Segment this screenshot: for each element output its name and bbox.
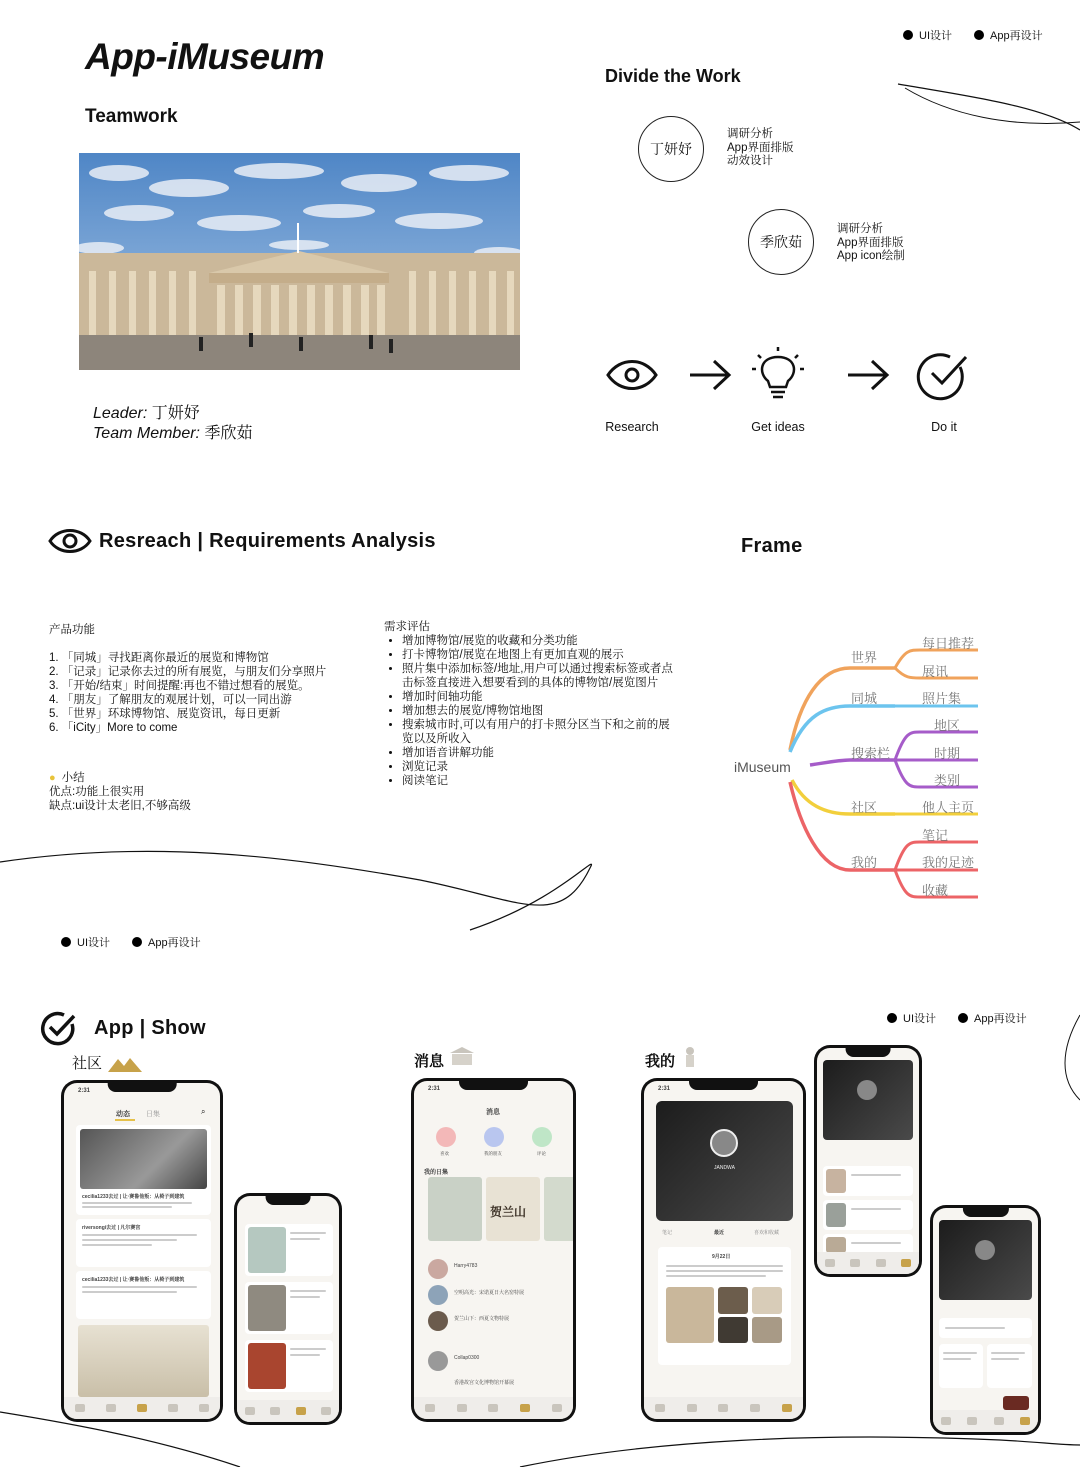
legend-item-app — [974, 27, 1043, 43]
mindmap-leaf: 我的足迹 — [922, 855, 975, 870]
eye-icon — [608, 362, 656, 389]
tab-icon[interactable] — [245, 1407, 255, 1415]
legend-label: App再设计 — [990, 30, 1043, 42]
step-research-label: Research — [605, 420, 659, 434]
legend-middle — [61, 934, 201, 950]
legend-bottom — [887, 1010, 1027, 1026]
post-user: riversongi去过 | 凡尔赛宫 — [82, 1225, 141, 1231]
avatar[interactable] — [975, 1240, 995, 1260]
tab-icon[interactable] — [782, 1404, 792, 1412]
duty-item: 调研分析 — [837, 223, 883, 235]
summary-con: 缺点:ui设计太老旧,不够高级 — [49, 800, 191, 812]
duty-item: App界面排版 — [727, 141, 794, 154]
duty-item: App icon绘制 — [837, 250, 905, 262]
profile-cover — [823, 1060, 913, 1140]
mindmap-leaf: 时期 — [934, 746, 961, 761]
need-item: • 增加时间轴功能 — [402, 690, 674, 704]
mindmap-root: iMuseum — [734, 759, 791, 775]
mindmap-leaf: 地区 — [934, 718, 961, 733]
tab-icon[interactable] — [296, 1407, 306, 1415]
profile-cover — [656, 1101, 793, 1221]
product-features — [49, 623, 359, 813]
phone-mine — [641, 1078, 806, 1422]
avatar[interactable] — [857, 1080, 877, 1100]
tab-icon[interactable] — [750, 1404, 760, 1412]
app-show-heading: App | Show — [94, 1017, 206, 1039]
mindmap-branch: 同城 — [851, 691, 878, 706]
comments-label: 评论 — [537, 1151, 546, 1156]
summary-title: 小结 — [61, 772, 85, 784]
messages-header: 消息 — [486, 1109, 500, 1116]
bottom-tabbar — [237, 1400, 339, 1422]
note-photo[interactable] — [718, 1317, 748, 1343]
summary-title-row — [49, 771, 359, 785]
avatar[interactable] — [428, 1259, 448, 1279]
tab-icon[interactable] — [457, 1404, 467, 1412]
avatar[interactable] — [428, 1285, 448, 1305]
process-icons — [600, 345, 970, 405]
phone-mine-footprint — [814, 1045, 922, 1277]
frame-heading: Frame — [741, 535, 803, 557]
feature-item: 4. 「朋友」了解朋友的观展计划，可以一同出游 — [49, 694, 292, 706]
profile-date: 9月22日 — [712, 1254, 731, 1260]
need-item: • 浏览记录 — [402, 760, 674, 774]
footprint-photo[interactable] — [826, 1169, 846, 1193]
likes-label: 喜欢 — [440, 1151, 449, 1156]
search-icon[interactable]: ⌕ — [201, 1107, 206, 1116]
likes-icon[interactable] — [436, 1127, 456, 1147]
phone-mine-notes — [930, 1205, 1041, 1435]
tab-icon[interactable] — [1020, 1417, 1030, 1425]
message-user: 香港故宫文化博物馆开幕展 — [454, 1380, 515, 1386]
legend-label: UI设计 — [77, 937, 110, 949]
summary-pro: 优点:功能上很实用 — [49, 786, 145, 798]
mindmap-leaf: 收藏 — [922, 883, 949, 898]
mindmap-branch: 社区 — [851, 800, 878, 815]
legend-item-ui — [61, 934, 110, 950]
collect-calligraphy: 贺兰山 — [490, 1205, 527, 1219]
bottom-tabbar — [933, 1410, 1038, 1432]
duties-ji — [837, 223, 905, 264]
message-user: 贺兰山下：西夏文物特展 — [454, 1316, 510, 1322]
need-item: • 增加语音讲解功能 — [402, 746, 674, 760]
tab-icon[interactable] — [718, 1404, 728, 1412]
need-item: • 打卡博物馆/展览在地图上有更加直观的展示 — [402, 648, 674, 662]
check-circle-icon — [918, 355, 966, 399]
leader-name: 丁妍妤 — [151, 405, 200, 422]
team-credits — [93, 404, 252, 444]
duty-item: 动效设计 — [727, 155, 773, 167]
avatar[interactable] — [428, 1351, 448, 1371]
page-title: App-iMuseum — [85, 36, 325, 77]
need-item: • 阅读笔记 — [402, 774, 674, 788]
profile-tab-recent[interactable]: 最近 — [714, 1230, 725, 1236]
profile-tab-favorites[interactable]: 喜欢和收藏 — [754, 1230, 780, 1236]
tab-icon[interactable] — [270, 1407, 280, 1415]
collect-card[interactable] — [428, 1177, 482, 1241]
tab-icon[interactable] — [425, 1404, 435, 1412]
legend-label: App再设计 — [148, 937, 201, 949]
tab-indicator — [115, 1119, 135, 1121]
tab-icon[interactable] — [106, 1404, 116, 1412]
feature-item: 2. 「记录」记录你去过的所有展览，与朋友们分享照片 — [49, 666, 327, 678]
divide-heading: Divide the Work — [605, 66, 741, 86]
eye-icon — [47, 524, 93, 558]
mindmap-branch: 搜索栏 — [851, 746, 891, 761]
comments-icon[interactable] — [532, 1127, 552, 1147]
avatar[interactable] — [428, 1311, 448, 1331]
legend-item-app — [958, 1010, 1027, 1026]
legend-top — [903, 27, 1043, 43]
tab-collect[interactable]: 日集 — [146, 1111, 160, 1118]
tab-icon[interactable] — [520, 1404, 530, 1412]
profile-tab-notes[interactable]: 笔记 — [662, 1230, 673, 1236]
member-label: Team Member: — [93, 425, 200, 442]
needs-assessment — [384, 620, 674, 788]
person-circle-ji: 季欣茹 — [748, 209, 814, 275]
collect-photo[interactable] — [248, 1343, 286, 1389]
note-photo[interactable] — [752, 1287, 782, 1314]
tab-icon[interactable] — [967, 1417, 977, 1425]
museum-building-icon — [450, 1047, 474, 1067]
research-heading: Resreach | Requirements Analysis — [99, 530, 436, 552]
avatar[interactable] — [710, 1129, 738, 1157]
profile-name: JANDWA — [714, 1165, 735, 1171]
message-user: Harry4783 — [454, 1263, 478, 1269]
branch-line-mine — [790, 782, 895, 870]
tab-icon[interactable] — [168, 1404, 178, 1412]
tab-icon[interactable] — [901, 1259, 911, 1267]
bullet-dot-icon — [61, 937, 71, 947]
step-ideas-label: Get ideas — [751, 420, 805, 434]
profile-cover — [939, 1220, 1032, 1300]
post-user: cecilia1233去过 | 让·赛鲁他叛：从椅子到建筑 — [82, 1277, 185, 1283]
tab-dynamic[interactable]: 动态 — [116, 1111, 130, 1118]
member-line — [93, 424, 252, 444]
feature-item: 5. 「世界」环球博物馆、展览资讯，每日更新 — [49, 708, 281, 720]
bottom-tabbar — [817, 1252, 919, 1274]
bottom-tabbar — [414, 1397, 573, 1419]
note-photo[interactable] — [752, 1317, 782, 1343]
leader-line — [93, 404, 252, 424]
need-item: • 增加博物馆/展览的收藏和分类功能 — [402, 634, 674, 648]
legend-item-ui — [887, 1010, 936, 1026]
mine-section-title: 我的 — [645, 1053, 676, 1070]
mindmap-branch: 我的 — [851, 855, 878, 870]
tab-icon[interactable] — [199, 1404, 209, 1412]
feature-item: 3. 「开始/结束」时间提醒:再也不错过想看的展览。 — [49, 680, 310, 692]
friends-icon[interactable] — [484, 1127, 504, 1147]
tab-icon[interactable] — [850, 1259, 860, 1267]
branch-line-world — [790, 668, 895, 750]
tab-icon[interactable] — [655, 1404, 665, 1412]
duty-item: App界面排版 — [837, 236, 904, 249]
museum-photo — [79, 153, 520, 370]
arrow-right-icon — [690, 361, 729, 389]
tab-icon[interactable] — [876, 1259, 886, 1267]
legend-label: App再设计 — [974, 1013, 1027, 1025]
duties-ding — [727, 128, 793, 169]
need-item: • 照片集中添加标签/地址,用户可以通过搜索标签或者点击标签直接进入想要看到的具体的博物馆/展览图片 — [402, 662, 674, 690]
teamwork-heading: Teamwork — [85, 106, 178, 127]
legend-label: UI设计 — [919, 30, 952, 42]
member-name: 季欣茹 — [204, 425, 253, 442]
friends-label: 我的朋友 — [484, 1151, 502, 1156]
collect-card[interactable] — [544, 1177, 573, 1241]
needs-list — [402, 634, 674, 788]
message-section-title: 消息 — [414, 1053, 445, 1070]
mindmap-leaf: 展讯 — [922, 664, 949, 679]
need-item: • 增加想去的展览/博物馆地图 — [402, 704, 674, 718]
step-doit-label: Do it — [931, 420, 957, 434]
message-user: Collap0300 — [454, 1355, 480, 1361]
mountain-icon — [108, 1056, 142, 1072]
tab-icon[interactable] — [137, 1404, 147, 1412]
bullet-dot-icon — [887, 1013, 897, 1023]
feature-item: 1. 「同城」寻找距离你最近的展览和博物馆 — [49, 652, 269, 664]
note-photo[interactable] — [1003, 1396, 1029, 1410]
mindmap-leaf: 照片集 — [922, 691, 962, 706]
post-photo[interactable] — [78, 1325, 209, 1397]
tab-icon[interactable] — [321, 1407, 331, 1415]
note-photo[interactable] — [666, 1287, 714, 1343]
status-time: 2:31 — [428, 1086, 441, 1092]
bullet-dot-icon — [958, 1013, 968, 1023]
tab-icon[interactable] — [941, 1417, 951, 1425]
footprint-photo[interactable] — [826, 1237, 846, 1253]
tab-icon[interactable] — [825, 1259, 835, 1267]
phone-community-collect — [234, 1193, 342, 1425]
features-list — [49, 651, 359, 735]
needs-title: 需求评估 — [384, 621, 430, 633]
lightbulb-icon — [752, 347, 804, 397]
mindmap-leaf: 每日推荐 — [922, 636, 975, 651]
bottom-tabbar — [64, 1397, 220, 1419]
legend-label: UI设计 — [903, 1013, 936, 1025]
my-collect-title: 我的日集 — [424, 1170, 449, 1176]
note-photo[interactable] — [718, 1287, 748, 1314]
bottom-tabbar — [644, 1397, 803, 1419]
mindmap-leaf: 类别 — [934, 773, 961, 788]
bullet-dot-icon — [903, 30, 913, 40]
branch-line-community — [792, 780, 895, 814]
phone-messages — [411, 1078, 576, 1422]
community-section-title: 社区 — [72, 1055, 103, 1072]
arrow-right-icon — [848, 361, 887, 389]
check-circle-icon — [40, 1010, 78, 1046]
leader-label: Leader: — [93, 405, 148, 422]
tab-icon[interactable] — [75, 1404, 85, 1412]
tab-icon[interactable] — [687, 1404, 697, 1412]
duty-item: 调研分析 — [727, 128, 773, 140]
feature-item: 6. 「iCity」More to come — [49, 722, 178, 734]
mindmap-leaf: 他人主页 — [922, 800, 975, 815]
lightbulb-icon: ● — [49, 772, 56, 784]
mindmap-leaf: 笔记 — [922, 828, 949, 843]
post-photo[interactable] — [80, 1129, 207, 1189]
legend-item-app — [132, 934, 201, 950]
collect-card[interactable] — [486, 1177, 540, 1241]
status-time: 2:31 — [658, 1086, 671, 1092]
need-item: • 搜索城市时,可以有用户的打卡照分区当下和之前的展览以及所收入 — [402, 718, 674, 746]
post-user: cecilia1233去过 | 让·赛鲁他叛：从椅子到建筑 — [82, 1194, 185, 1200]
tab-icon[interactable] — [552, 1404, 562, 1412]
legend-item-ui — [903, 27, 952, 43]
collect-photo[interactable] — [248, 1227, 286, 1273]
status-time: 2:31 — [78, 1088, 91, 1094]
phone-community — [61, 1080, 223, 1422]
features-title: 产品功能 — [49, 624, 95, 636]
person-circle-ding: 丁妍妤 — [638, 116, 704, 182]
mindmap-branch: 世界 — [851, 650, 878, 665]
bullet-dot-icon — [974, 30, 984, 40]
collect-photo[interactable] — [248, 1285, 286, 1331]
statue-icon — [682, 1046, 698, 1068]
bullet-dot-icon — [132, 937, 142, 947]
tab-icon[interactable] — [488, 1404, 498, 1412]
message-user: 空明高光：宋诺夏日大名窑特展 — [454, 1290, 525, 1296]
tab-icon[interactable] — [994, 1417, 1004, 1425]
footprint-photo[interactable] — [826, 1203, 846, 1227]
